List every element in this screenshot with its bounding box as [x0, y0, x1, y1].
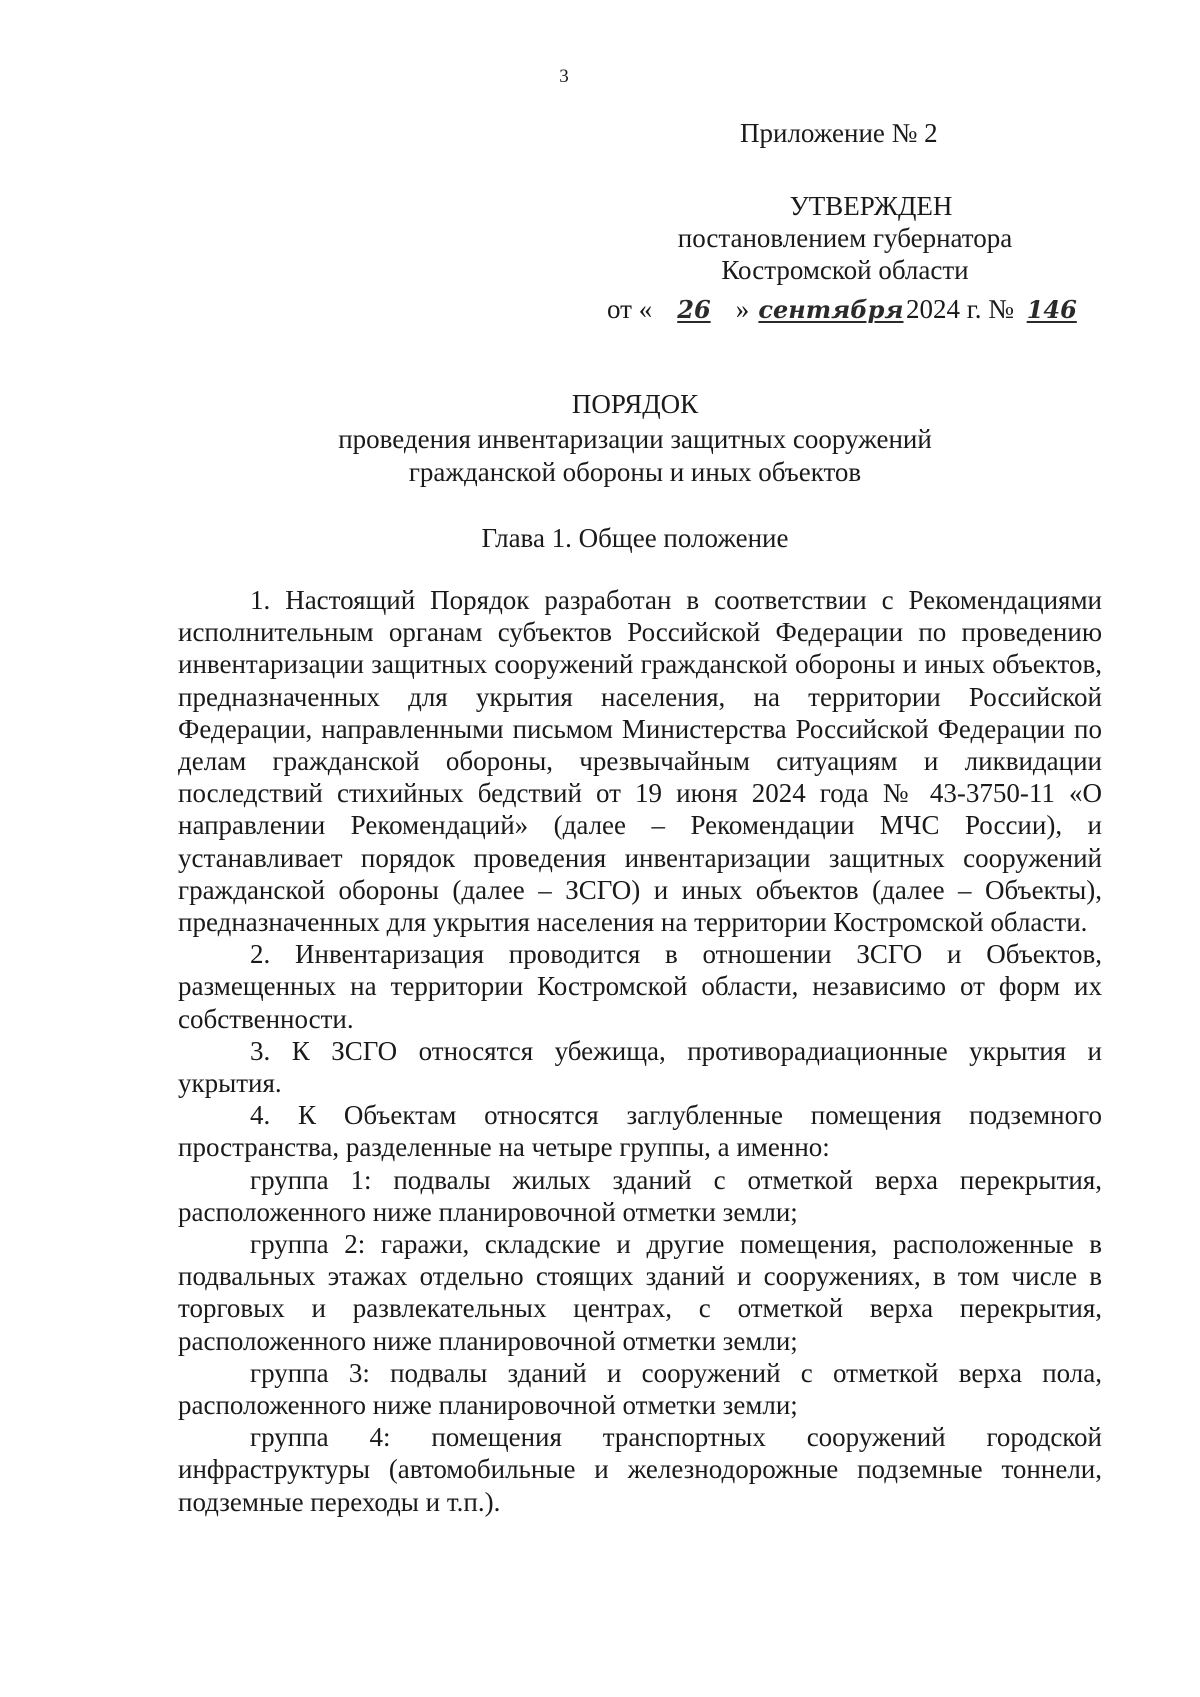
approval-block: [600, 190, 1090, 286]
paragraph-3: 3. К ЗСГО относятся убежища, противорадиационные укрытия и укрытия.: [178, 1035, 1102, 1099]
approved-by-line-1: постановлением губернатора: [677, 223, 1013, 253]
decree-day-handwritten: 26: [677, 295, 711, 324]
document-body: [178, 584, 1102, 1518]
group-1-item: группа 1: подвалы жилых зданий с отметкой верха перекрытия, расположенного ниже планировочной отметки земли;: [178, 1164, 1102, 1227]
decree-month-handwritten: сентября: [758, 295, 904, 324]
approved-by-line-2: Костромской области: [721, 255, 969, 285]
document-title-block: [35, 388, 1200, 489]
group-4-item: группа 4: помещения транспортных сооружений городской инфраструктуры (автомобильные и железнодорожные подземные тоннели, подземные переходы и т.п.).: [178, 1422, 1102, 1517]
group-2-item: группа 2: гаражи, складские и другие помещения, расположенные в подвальных этажах отдельно стоящих зданий и сооружениях, в том числе в торговых и развлекательных центрах, с отметкой верха перекрытия, расположенного ниже планировочной отметки земли;: [178, 1229, 1102, 1356]
approved-heading: УТВЕРЖДЕН: [789, 191, 953, 221]
page-number: 3: [559, 66, 569, 87]
document-title: ПОРЯДОК: [571, 389, 699, 419]
appendix-label: Приложение № 2: [740, 118, 938, 148]
document-subtitle-line-1: проведения инвентаризации защитных сооружений: [338, 424, 932, 454]
decree-date-line: [607, 294, 1083, 325]
decree-number-handwritten: 146: [1026, 295, 1077, 324]
paragraph-4: 4. К Объектам относятся заглубленные помещения подземного пространства, разделенные на четыре группы, а именно:: [178, 1100, 1102, 1163]
paragraph-2: 2. Инвентаризация проводится в отношении ЗСГО и Объектов, размещенных на территории Костромской области, независимо от форм их собственности.: [178, 939, 1102, 1034]
decree-year: 2024 г. №: [905, 294, 1014, 324]
paragraph-1: 1. Настоящий Порядок разработан в соответствии с Рекомендациями исполнительным органам субъектов Российской Федерации по проведению инвентаризации защитных сооружений гражданской обороны и иных объектов, предназначенных для укрытия населения, на территории Российской Федерации, направленными письмом Министерства Российской Федерации по делам гражданской обороны, чрезвычайным ситуациям и ликвидации последствий стихийных бедствий от 19 июня 2024 года № 43-3750-11 «О направлении Рекомендаций» (далее – Рекомендации МЧС России), и устанавливает порядок проведения инвентаризации защитных сооружений гражданской обороны (далее – ЗСГО) и иных объектов (далее – Объекты), предназначенных для укрытия населения на территории Костромской области.: [178, 585, 1102, 938]
decree-prefix: от «: [607, 294, 653, 324]
chapter-heading: Глава 1. Общее положение: [481, 523, 789, 553]
document-subtitle-line-2: гражданской обороны и иных объектов: [408, 457, 862, 487]
group-3-item: группа 3: подвалы зданий и сооружений с отметкой верха пола, расположенного ниже планировочной отметки земли;: [178, 1357, 1102, 1421]
decree-mid: »: [735, 294, 750, 324]
